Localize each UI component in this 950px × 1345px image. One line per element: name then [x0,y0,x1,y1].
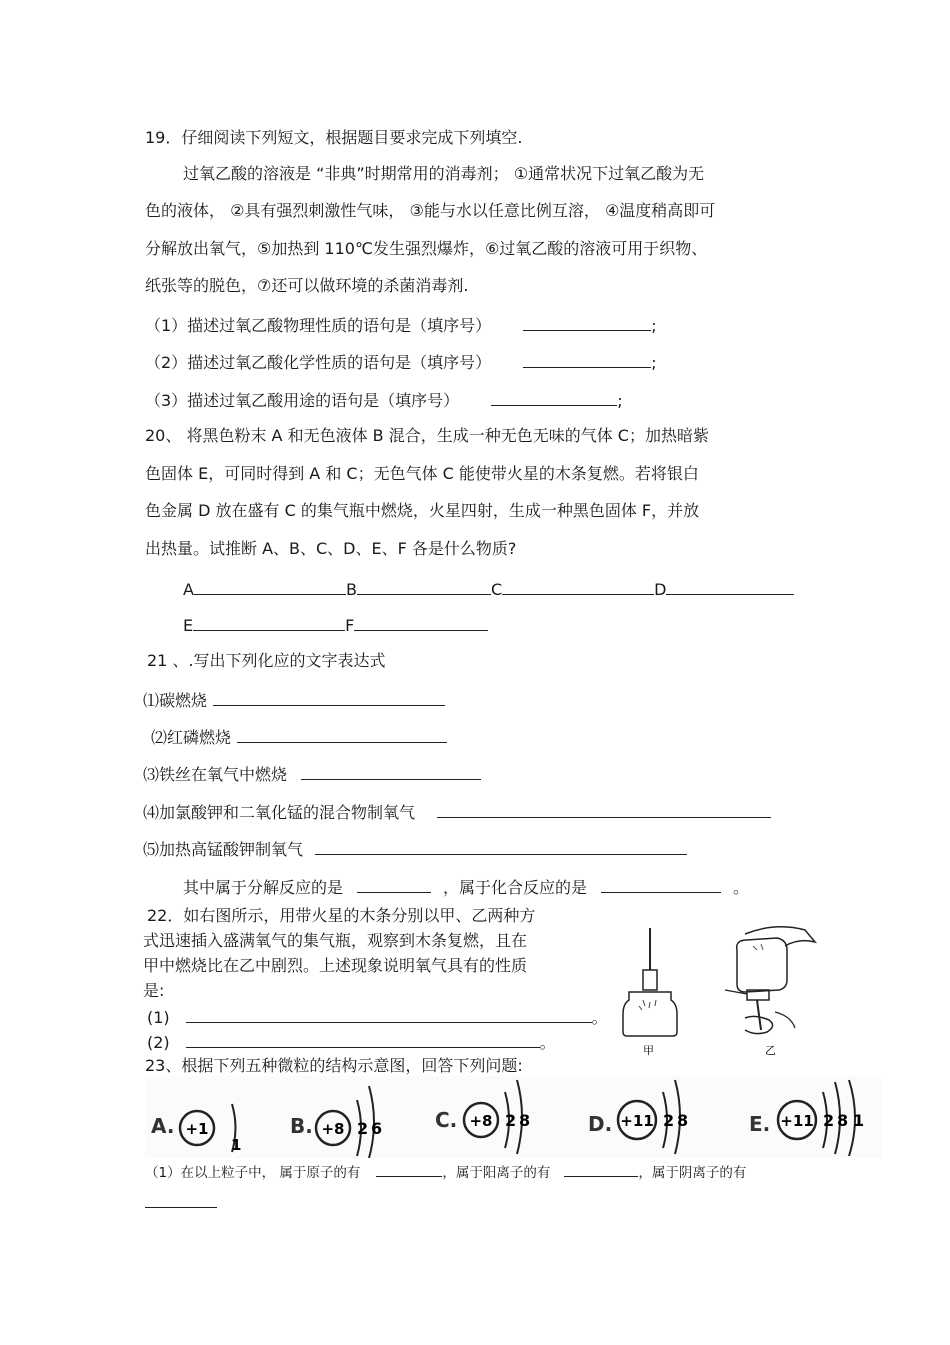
q21-item-1-text: ⑴碳燃烧 [143,691,208,710]
q22-answer-1-label: (1) [147,1008,170,1027]
q22-answer-1-end: 。 [591,1008,608,1027]
q22-answer-1 [147,1006,608,1028]
q19-sub-3-end: ; [617,391,623,410]
atom-e-shell-1: 2 [823,1111,835,1130]
atom-e-label: E. [749,1112,771,1136]
q23-title: 23、根据下列五种微粒的结构示意图，回答下列问题: [145,1056,523,1075]
q21-blank-combination[interactable] [601,876,721,893]
q23-sub-1-anions: ，属于阴离子的有 [638,1165,747,1181]
atom-a-shell-1: 1 [231,1136,242,1154]
q20-line-4: 出热量。试推断 A、B、C、D、E、F 各是什么物质? [145,539,517,558]
atom-c-label: C. [435,1108,458,1132]
q21-item-3 [143,763,481,785]
figure-yi-label: 乙 [765,1044,776,1057]
q20-blank-d[interactable] [666,578,794,595]
q19-title: 19．仔细阅读下列短文，根据题目要求完成下列填空. [145,128,523,147]
atom-e-nucleus: +11 [780,1112,814,1130]
q19-passage-line-4: 纸张等的脱色，⑦还可以做环境的杀菌消毒剂. [145,276,469,295]
q19-answer-blank-3[interactable] [491,389,617,406]
q21-blank-5[interactable] [315,838,687,855]
atom-d-shell-1: 2 [663,1111,675,1130]
q21-item-4 [143,801,771,823]
q21-blank-1[interactable] [213,689,445,706]
atom-a-label: A. [151,1114,175,1138]
q20-label-c: C [490,580,503,599]
atom-d-label: D. [588,1112,613,1136]
atom-c-diagram [461,1078,545,1156]
q21-summary-end: 。 [733,878,750,897]
q21-summary-combo: ，属于化合反应的是 [443,878,588,897]
q22-blank-1[interactable] [186,1006,592,1023]
q21-blank-decomposition[interactable] [357,876,431,893]
q21-item-5-text: ⑸加热高锰酸钾制氧气 [143,840,304,859]
q20-label-e: E [183,616,194,635]
atom-b-shell-2: 6 [371,1119,383,1138]
q19-sub-3 [145,389,623,411]
q20-label-f: F [345,616,355,635]
q21-item-3-text: ⑶铁丝在氧气中燃烧 [143,765,288,784]
atom-d-nucleus: +11 [620,1112,654,1130]
atom-c-shell-1: 2 [505,1111,517,1130]
q19-sub-1-text: （1）描述过氧乙酸物理性质的语句是（填序号） [145,316,492,335]
q22-line-3: 甲中燃烧比在乙中剧烈。上述现象说明氧气具有的性质 [143,956,528,975]
q22-answer-2-label: (2) [147,1033,170,1052]
q20-line-2: 色固体 E，可同时得到 A 和 C；无色气体 C 能使带火星的木条复燃。若将银白 [145,464,699,483]
q19-sub-2-text: （2）描述过氧乙酸化学性质的语句是（填序号） [145,353,492,372]
q20-blank-b[interactable] [357,578,491,595]
q20-blank-a[interactable] [194,578,346,595]
q19-sub-2 [145,351,657,373]
q20-answer-row-2 [183,614,488,636]
atom-c-shell-2: 8 [519,1111,531,1130]
atom-structure-diagrams [145,1076,882,1158]
q19-sub-2-end: ; [651,353,657,372]
q21-item-1 [143,689,445,711]
q21-blank-3[interactable] [301,763,481,780]
q23-anion-answer-row [145,1194,217,1214]
q21-title: 21 、.写出下列化应的文字表达式 [147,651,386,670]
q19-answer-blank-1[interactable] [523,314,651,331]
q21-blank-2[interactable] [237,726,447,743]
atom-e-shell-3: 1 [853,1111,865,1130]
atom-b-diagram [313,1082,397,1158]
atom-a-nucleus: +1 [185,1120,209,1138]
q20-label-d: D [654,580,667,599]
atom-c-nucleus: +8 [469,1112,493,1130]
q22-line-1: 22．如右图所示，用带火星的木条分别以甲、乙两种方 [147,906,536,925]
figure-jia-bottle [615,920,685,1060]
figure-yi-bottle [715,920,825,1060]
q20-blank-c[interactable] [502,578,654,595]
q19-passage-line-2: 色的液体， ②具有强烈刺激性气味， ③能与水以任意比例互溶， ④温度稍高即可 [145,201,716,220]
q20-answer-row-1 [183,578,794,600]
atom-b-label: B. [290,1114,313,1138]
q22-line-4: 是: [143,981,165,1000]
q19-passage-line-3: 分解放出氧气，⑤加热到 110℃发生强烈爆炸，⑥过氧乙酸的溶液可用于织物、 [145,239,708,258]
q22-answer-2 [147,1031,556,1053]
atom-e-diagram [775,1078,881,1156]
q21-item-2-text: ⑵红磷燃烧 [151,728,232,747]
q19-sub-1-end: ; [651,316,657,335]
q20-label-a: A [183,580,194,599]
q20-line-1: 20、 将黑色粉末 A 和无色液体 B 混合，生成一种无色无味的气体 C；加热暗紫 [145,426,709,445]
atom-d-diagram [615,1078,705,1156]
q20-label-b: B [345,580,357,599]
q23-sub-1-cations: ，属于阳离子的有 [442,1165,551,1181]
q22-blank-2[interactable] [186,1031,540,1048]
q23-sub-1 [145,1163,746,1183]
q20-line-3: 色金属 D 放在盛有 C 的集气瓶中燃烧，火星四射，生成一种黑色固体 F，并放 [145,501,700,520]
q23-blank-atoms[interactable] [376,1163,442,1177]
q21-item-2 [151,726,447,748]
q23-sub-1-atoms: （1）在以上粒子中， 属于原子的有 [145,1165,361,1181]
q19-sub-3-text: （3）描述过氧乙酸用途的语句是（填序号） [145,391,460,410]
atom-b-shell-1: 2 [357,1119,369,1138]
q21-item-4-text: ⑷加氯酸钾和二氧化锰的混合物制氧气 [143,803,416,822]
q19-answer-blank-2[interactable] [523,351,651,368]
atom-e-shell-2: 8 [837,1111,849,1130]
q21-summary-decomp: 其中属于分解反应的是 [183,878,344,897]
q21-blank-4[interactable] [437,801,771,818]
figure-jia-label: 甲 [643,1044,654,1057]
q19-passage-line-1: 过氧乙酸的溶液是 “非典”时期常用的消毒剂； ①通常状况下过氧乙酸为无 [183,164,705,183]
q20-blank-e[interactable] [193,614,345,631]
atom-d-shell-2: 8 [677,1111,689,1130]
atom-a-diagram [177,1094,247,1158]
q23-blank-anions[interactable] [145,1194,217,1208]
atom-b-nucleus: +8 [321,1120,345,1138]
q23-blank-cations[interactable] [564,1163,638,1177]
q21-item-5 [143,838,687,860]
q21-summary [183,876,749,898]
q22-line-2: 式迅速插入盛满氧气的集气瓶，观察到木条复燃，且在 [143,931,528,950]
q20-blank-f[interactable] [354,614,488,631]
q22-answer-2-end: 。 [539,1033,556,1052]
q19-sub-1 [145,314,657,336]
